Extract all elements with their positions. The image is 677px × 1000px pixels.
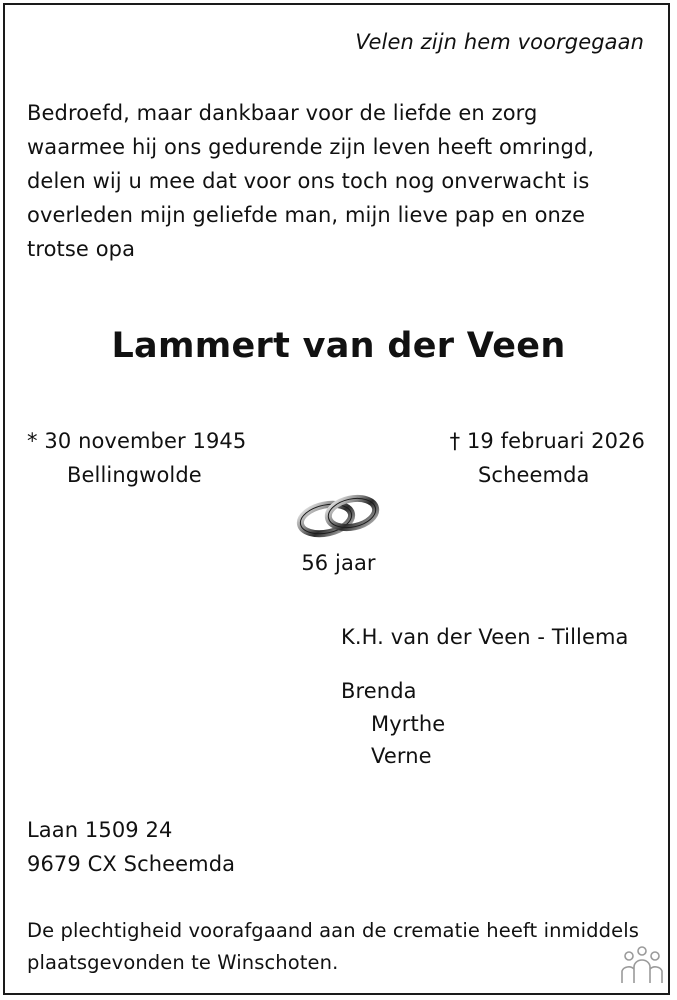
spouse-name: K.H. van der Veen - Tillema	[341, 625, 629, 649]
grandchild-name: Myrthe	[371, 712, 446, 736]
grandchild-name: Verne	[371, 744, 432, 768]
motto: Velen zijn hem voorgegaan	[355, 30, 644, 54]
death-place: Scheemda	[478, 463, 590, 487]
intro-line: delen wij u mee dat voor ons toch nog onverwacht is	[27, 169, 590, 193]
ceremony-notice	[27, 915, 639, 979]
marriage-years: 56 jaar	[301, 551, 376, 575]
birth-date: * 30 november 1945	[27, 429, 247, 453]
death-date: † 19 februari 2026	[449, 429, 645, 453]
child-name: Brenda	[341, 679, 417, 703]
people-group-icon	[620, 945, 664, 985]
birth-place: Bellingwolde	[67, 463, 202, 487]
wedding-rings-icon	[296, 489, 380, 541]
intro-line: overleden mijn geliefde man, mijn lieve pap en onze	[27, 203, 586, 227]
intro-text	[27, 96, 667, 266]
intro-line: trotse opa	[27, 237, 136, 261]
notice-line: plaatsgevonden te Winschoten.	[27, 951, 339, 974]
intro-line: waarmee hij ons gedurende zijn leven heeft omringd,	[27, 135, 595, 159]
intro-line: Bedroefd, maar dankbaar voor de liefde en zorg	[27, 101, 538, 125]
address-postcode-city: 9679 CX Scheemda	[27, 852, 236, 876]
address-street: Laan 1509 24	[27, 818, 173, 842]
notice-line: De plechtigheid voorafgaand aan de crematie heeft inmiddels	[27, 919, 639, 942]
deceased-name: Lammert van der Veen	[111, 326, 566, 366]
